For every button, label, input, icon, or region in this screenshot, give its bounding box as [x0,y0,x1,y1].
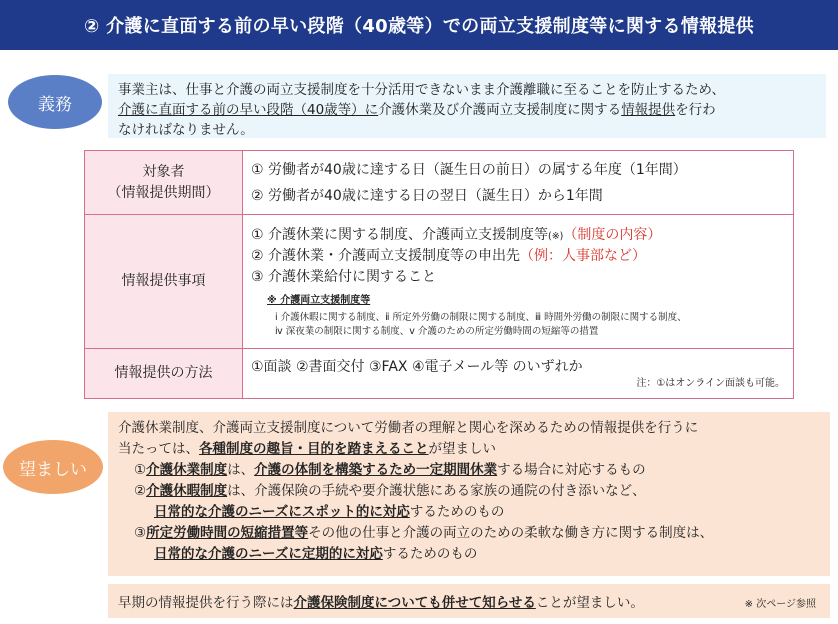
preferred-badge: 望ましい [3,440,103,494]
pref-text: する場合に対応するもの [497,462,646,478]
table-row-target [85,151,794,215]
pref-text: 当たっては、 [118,441,199,457]
item-number: ③ [134,525,147,541]
duty-text: 介護休業及び介護両立支援制度に関する [378,102,622,118]
item-line-1 [251,225,785,246]
duty-line-3: なければなりません。 [118,122,254,138]
note-line-2: ⅳ 深夜業の制限に関する制度、ⅴ 介護のための所定労働時間の短縮等の措置 [275,325,599,337]
value-method [243,349,794,399]
pref-item-2 [118,481,820,502]
pref-emphasis: 日常的な介護のニーズにスポット的に対応 [154,504,410,520]
label-text: 対象者 [142,163,185,180]
pref-item-2-cont [118,502,820,523]
value-items [243,215,794,349]
item-number: ② [134,483,147,499]
next-page-reference: ※ 次ページ参照 [744,599,816,610]
pref-text: するためのもの [382,546,478,562]
bottom-note-box [108,584,830,618]
duty-line-2 [118,100,816,120]
label-target [85,151,243,215]
duty-text: を行わ [675,102,716,118]
pref-text: するためのもの [409,504,505,520]
pref-text: は、介護保険の手続や要介護状態にある家族の通院の付き添いなど、 [227,483,646,499]
duty-description [108,74,826,138]
item-line-2 [251,246,785,267]
item-example: （例：人事部など） [520,247,646,264]
info-table [84,150,794,399]
bottom-line [118,591,644,611]
pref-intro-2 [118,439,820,460]
pref-text: は、 [227,462,255,478]
target-line-1: ① 労働者が40歳に達する日（誕生日の前日）の属する年度（1年間） [251,161,687,178]
duty-emphasis-info: 情報提供 [621,102,676,118]
pref-text: が望ましい [428,441,496,457]
item-number: ① [134,462,147,478]
method-line: ①面談 ②書面交付 ③FAX ④電子メール等 のいずれか [251,358,583,375]
item-note-mark: (※) [548,230,564,242]
pref-emphasis: 所定労働時間の短縮措置等 [146,525,309,541]
bottom-text: ことが望ましい。 [535,595,644,611]
item-example: （制度の内容） [563,226,662,243]
value-target [243,151,794,215]
pref-emphasis: 各種制度の趣旨・目的を踏まえること [199,441,429,457]
pref-emphasis: 介護休暇制度 [146,483,228,499]
bottom-text: 早期の情報提供を行う際には [118,595,294,611]
preferred-description [108,412,830,576]
item-text: ① 介護休業に関する制度、介護両立支援制度等 [251,226,548,243]
item-line-3: ③ 介護休業給付に関すること [251,268,437,285]
table-row-method [85,349,794,399]
pref-intro-1: 介護休業制度、介護両立支援制度について労働者の理解と関心を深めるための情報提供を行うに [118,420,699,436]
pref-item-3 [118,523,820,544]
bottom-emphasis: 介護保険制度についても併せて知らせる [293,595,536,611]
label-method: 情報提供の方法 [85,349,243,399]
note-line-1: ⅰ 介護休暇に関する制度、ⅱ 所定外労働の制限に関する制度、ⅲ 時間外労働の制限に関する制度、 [275,311,687,323]
table-row-items [85,215,794,349]
item-text: ② 介護休業・介護両立支援制度等の申出先 [251,247,520,264]
pref-item-1 [118,460,820,481]
target-line-2: ② 労働者が40歳に達する日の翌日（誕生日）から1年間 [251,187,603,204]
label-items: 情報提供事項 [85,215,243,349]
pref-item-3-cont [118,544,820,565]
note-title: ※ 介護両立支援制度等 [267,294,371,306]
pref-emphasis: 介護休業制度 [146,462,228,478]
pref-emphasis: 日常的な介護のニーズに定期的に対応 [154,546,383,562]
duty-line-1: 事業主は、仕事と介護の両立支援制度を十分活用できないまま介護離職に至ることを防止するため、 [118,82,725,98]
pref-emphasis: 介護の体制を構築するため一定期間休業 [254,462,498,478]
duty-emphasis-early-stage: 介護に直面する前の早い段階（40歳等）に [118,102,379,118]
page-title: ② 介護に直面する前の早い段階（40歳等）での両立支援制度等に関する情報提供 [0,0,838,50]
pref-text: その他の仕事と介護の両立のための柔軟な働き方に関する制度は、 [308,525,714,541]
label-text: （情報提供期間） [107,184,220,201]
duty-badge: 義務 [8,75,102,129]
method-note: 注：①はオンライン面談も可能。 [636,377,785,389]
